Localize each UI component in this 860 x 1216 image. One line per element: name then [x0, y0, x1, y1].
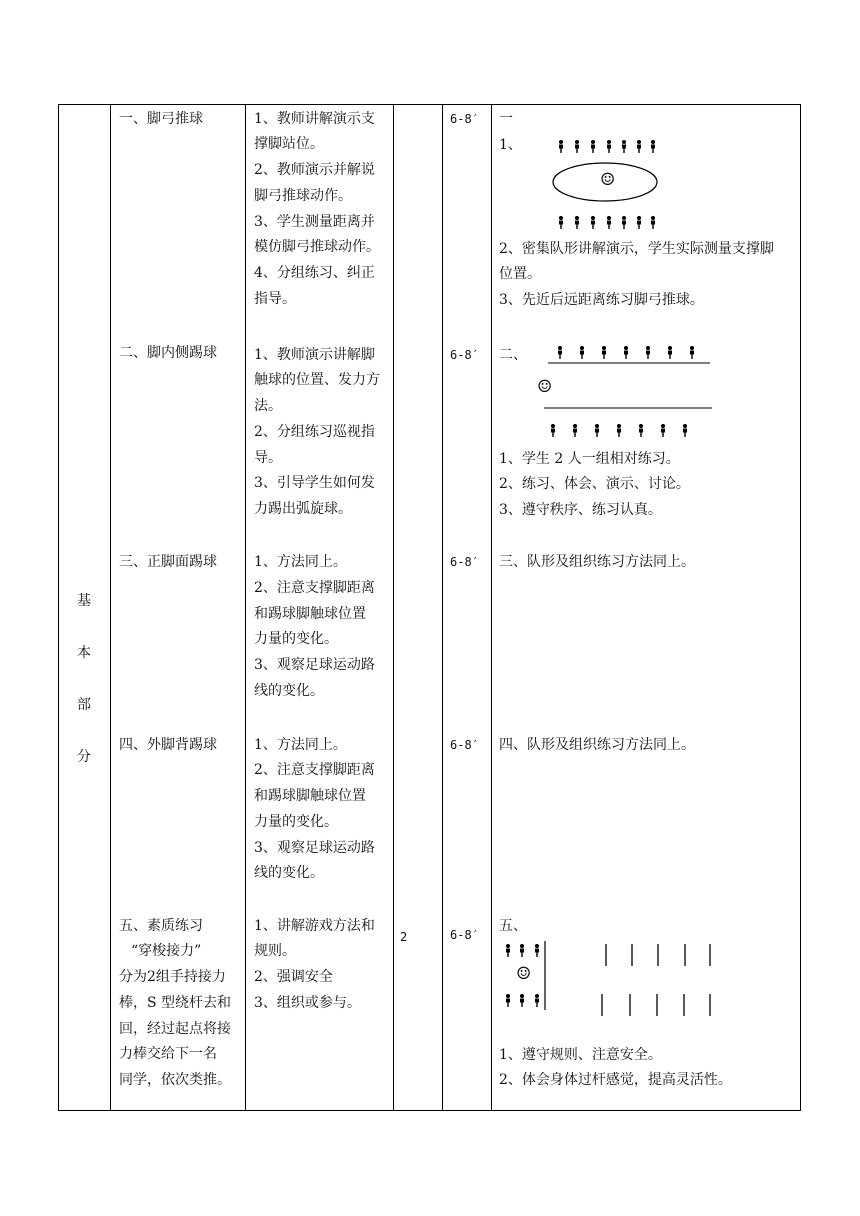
org-line: 2、密集队形讲解演示，学生实际测量支撑脚 [499, 241, 774, 257]
formation-diagram-5 [506, 944, 710, 1016]
time-value: 6-8′ [450, 928, 479, 942]
item-title: 四、外脚背踢球 [119, 737, 217, 753]
section-label-1: 基 [77, 593, 91, 609]
person-icon [535, 944, 539, 957]
person-icon [639, 424, 643, 437]
item-line: 同学，依次类推。 [119, 1072, 231, 1088]
person-icon [651, 140, 655, 153]
teacher-line: 指导。 [254, 291, 296, 307]
teacher-line: 4、分组练习、纠正 [254, 265, 375, 281]
item-title: 二、脚内侧踢球 [119, 345, 217, 361]
org-line: 四、队形及组织练习方法同上。 [499, 737, 695, 753]
teacher-line: 3、学生测量距离并 [254, 214, 375, 230]
person-icon [661, 424, 665, 437]
person-icon [580, 346, 584, 359]
person-icon [559, 140, 563, 153]
person-icon [520, 994, 524, 1007]
teacher-line: 力量的变化。 [254, 814, 338, 830]
teacher-line: 力量的变化。 [254, 631, 338, 647]
org-line: 1、遵守规则、注意安全。 [499, 1047, 662, 1063]
teacher-line: 1、方法同上。 [254, 737, 347, 753]
teacher-line: 3、组织或参与。 [254, 995, 361, 1011]
teacher-line: 规则。 [254, 943, 296, 959]
person-icon [573, 424, 577, 437]
person-icon [690, 346, 694, 359]
teacher-line: 脚弓推球动作。 [254, 188, 352, 204]
item-line: 力棒交给下一名 [119, 1046, 217, 1062]
person-icon [506, 944, 510, 957]
item-title: 三、正脚面踢球 [119, 554, 217, 570]
org-line: 位置。 [499, 266, 541, 282]
teacher-smiley-1: ☺ [600, 170, 616, 190]
item-line: 分为2组手持接力 [119, 969, 226, 985]
time-value: 6-8′ [450, 738, 479, 752]
teacher-line: 模仿脚弓推球动作。 [254, 239, 380, 255]
teacher-line: 2、分组练习巡视指 [254, 424, 375, 440]
teacher-line: 2、教师演示并解说 [254, 162, 375, 178]
section-label-3: 部 [77, 697, 91, 713]
item-line: 回，经过起点将接 [119, 1021, 231, 1037]
person-icon [668, 346, 672, 359]
count-value: 2 [400, 930, 408, 944]
person-icon [559, 216, 563, 229]
person-icon [575, 140, 579, 153]
teacher-line: 2、注意支撑脚距离 [254, 580, 375, 596]
teacher-line: 法。 [254, 398, 282, 414]
person-icon [591, 216, 595, 229]
person-icon [651, 216, 655, 229]
teacher-line: 2、注意支撑脚距离 [254, 762, 375, 778]
person-icon [646, 346, 650, 359]
item-title: 五、素质练习 [119, 918, 203, 934]
teacher-line: 和踢球脚触球位置 [254, 788, 366, 804]
teacher-line: 1、讲解游戏方法和 [254, 918, 375, 934]
item-line: “穿梭接力” [131, 943, 202, 959]
teacher-line: 3、引导学生如何发 [254, 475, 375, 491]
person-icon [607, 140, 611, 153]
item-line: 棒，S 型绕杆去和 [119, 995, 232, 1011]
person-icon [622, 216, 626, 229]
item-title: 一、脚弓推球 [119, 111, 203, 127]
teacher-line: 3、观察足球运动路 [254, 657, 375, 673]
time-value: 6-8′ [450, 348, 479, 362]
person-icon [637, 140, 641, 153]
person-icon [617, 424, 621, 437]
teacher-line: 1、方法同上。 [254, 554, 347, 570]
section-label-2: 本 [77, 645, 91, 661]
teacher-smiley-2: ☺ [537, 377, 553, 397]
person-icon [624, 346, 628, 359]
teacher-line: 3、观察足球运动路 [254, 840, 375, 856]
org-line: 五、 [499, 918, 527, 934]
teacher-line: 线的变化。 [254, 865, 324, 881]
teacher-line: 和踢球脚触球位置 [254, 606, 366, 622]
org-line: 三、队形及组织练习方法同上。 [499, 554, 695, 570]
person-icon [520, 944, 524, 957]
person-icon [622, 140, 626, 153]
person-icon [551, 424, 555, 437]
teacher-line: 撑脚站位。 [254, 136, 324, 152]
person-icon [591, 140, 595, 153]
person-icon [607, 216, 611, 229]
teacher-line: 1、教师演示讲解脚 [254, 347, 375, 363]
section-label-4: 分 [77, 749, 91, 765]
org-line: 2、练习、体会、演示、讨论。 [499, 476, 690, 492]
person-icon [506, 994, 510, 1007]
org-line: 1、学生 2 人一组相对练习。 [499, 451, 680, 467]
org-line: 3、先近后远距离练习脚弓推球。 [499, 292, 704, 308]
person-icon [637, 216, 641, 229]
teacher-line: 力踢出弧旋球。 [254, 501, 352, 517]
formation-diagram-2 [551, 346, 694, 437]
org-line: 一 [499, 111, 513, 127]
org-line: 二、 [499, 347, 527, 363]
person-icon [602, 346, 606, 359]
org-line: 3、遵守秩序、练习认真。 [499, 502, 662, 518]
teacher-line: 导。 [254, 450, 282, 466]
teacher-line: 1、教师讲解演示支 [254, 111, 375, 127]
person-icon [683, 424, 687, 437]
org-line: 2、体会身体过杆感觉，提高灵活性。 [499, 1072, 732, 1088]
person-icon [558, 346, 562, 359]
person-icon [575, 216, 579, 229]
org-line: 1、 [499, 137, 522, 153]
teacher-smiley-5: ☺ [516, 964, 532, 984]
time-value: 6-8′ [450, 555, 479, 569]
person-icon [535, 994, 539, 1007]
time-value: 6-8′ [450, 112, 479, 126]
person-icon [595, 424, 599, 437]
teacher-line: 触球的位置、发力方 [254, 372, 380, 388]
teacher-line: 线的变化。 [254, 683, 324, 699]
teacher-line: 2、强调安全 [254, 969, 333, 985]
